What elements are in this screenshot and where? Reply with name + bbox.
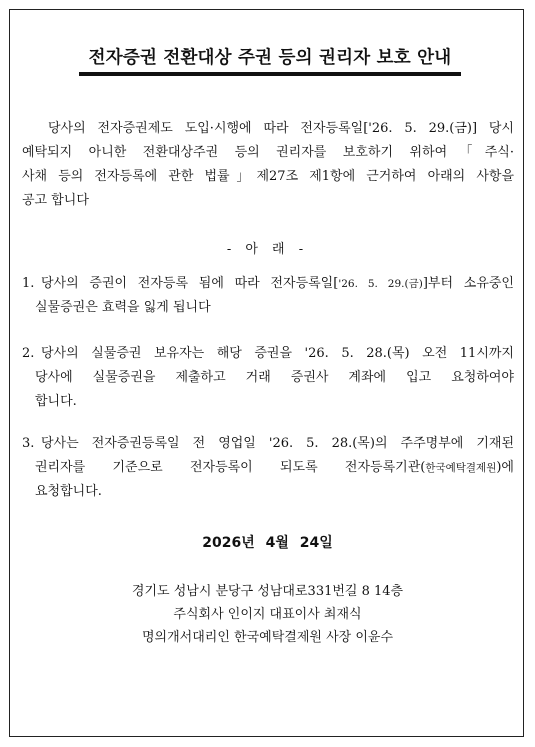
- item-line: 실물증권은 효력을 잃게 됩니다: [35, 300, 211, 315]
- intro-line-4: 공고 합니다: [22, 193, 89, 208]
- item-line: 당사는 전자증권등록일 전 영업일 '26. 5. 28.(목)의 주주명부에 기재된: [41, 436, 514, 451]
- item-line: 당사에 실물증권을 제출하고 거래 증권사 계좌에 입고 요청하여야: [35, 370, 514, 385]
- item-date-small: '26. 5. 29.(금): [338, 278, 423, 290]
- signature-agent: 명의개서대리인 한국예탁결제원 사장 이윤수: [142, 630, 393, 645]
- item-line: 합니다.: [35, 394, 77, 409]
- intro-paragraph: [22, 117, 514, 213]
- item-number: 3.: [22, 436, 35, 451]
- intro-line-1: 당사의 전자증권제도 도입·시행에 따라 전자등록일['26. 5. 29.(금)] 당시: [48, 121, 514, 136]
- item-number: 1.: [22, 276, 35, 291]
- item-line: [22, 456, 514, 480]
- item-text: ]부터 소유중인: [422, 276, 514, 291]
- item-text: )에: [496, 460, 514, 475]
- signature-address: 경기도 성남시 분당구 성남대로331번길 8 14층: [131, 584, 404, 599]
- item-line: 당사의 실물증권 보유자는 해당 증권을 '26. 5. 28.(목) 오전 11시까지: [41, 346, 514, 361]
- notice-title: 전자증권 전환대상 주권 등의 권리자 보호 안내: [88, 48, 452, 68]
- item-line: [22, 272, 514, 296]
- item-number: 2.: [22, 346, 35, 361]
- title-underline: [79, 72, 461, 76]
- signature-company: 주식회사 인이지 대표이사 최재식: [173, 607, 362, 622]
- notice-item-2: [22, 342, 514, 414]
- item-line: 요청합니다.: [35, 484, 102, 499]
- intro-line-2: 예탁되지 아니한 전환대상주권 등의 권리자를 보호하기 위하여「주식·: [22, 145, 514, 160]
- item-org-small: 한국예탁결제원: [425, 462, 497, 474]
- item-text: 당사의 증권이 전자등록 됨에 따라 전자등록일[: [41, 276, 339, 291]
- notice-item-3: [22, 432, 514, 504]
- notice-date: 2026년 4월 24일: [202, 535, 333, 551]
- notice-item-1: [22, 272, 514, 320]
- item-text: 권리자를 기준으로 전자등록이 되도록 전자등록기관(: [35, 460, 426, 475]
- intro-line-3: 사채 등의 전자등록에 관한 법률」제27조 제1항에 근거하여 아래의 사항을: [22, 169, 514, 184]
- notice-heading: - 아 래 -: [226, 242, 309, 257]
